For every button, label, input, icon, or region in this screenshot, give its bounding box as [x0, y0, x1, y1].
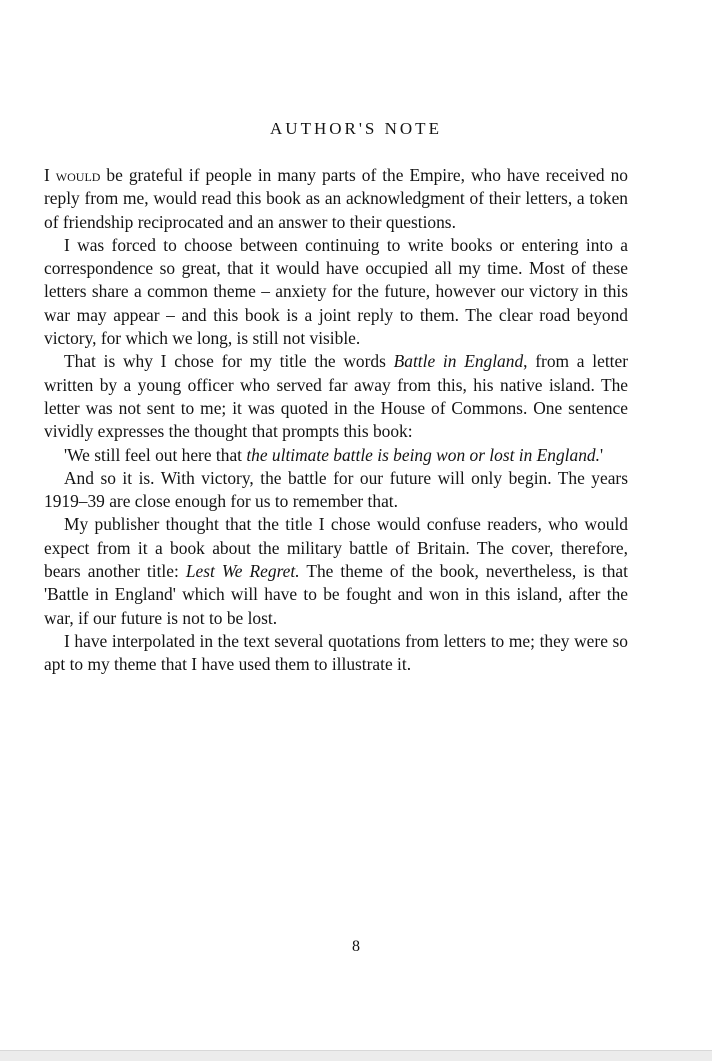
viewer-bottom-edge — [0, 1050, 712, 1061]
paragraph-6-italic: Lest We Regret. — [185, 561, 300, 582]
paragraph-4-after: ' — [599, 444, 604, 465]
paragraph-6-after: The theme of the book, nevertheless, is that 'Battle in England' which will have to be fought and won in this island, after the war, if our future is not to be lost. — [44, 561, 628, 628]
paragraph-4-before: 'We still feel out here that — [64, 444, 247, 465]
paragraph-5: And so it is. With victory, the battle for our future will only begin. The years 1919–39 are close enough for us to remember that. — [44, 467, 628, 512]
paragraph-6 — [44, 513, 628, 629]
paragraph-1-text: be grateful if people in many parts of the Empire, who have received no reply from me, would read this book as an acknowledgment of their letters, a token of friendship reciprocated and an answer to their questions. — [44, 165, 628, 232]
page-title: AUTHOR'S NOTE — [270, 119, 442, 138]
page-number: 8 — [352, 938, 360, 955]
paragraph-2: I was forced to choose between continuing to write books or entering into a correspondence so great, that it would have occupied all my time. Most of these letters share a common theme – anxiety for the future, however our victory in this war may appear – and this book is a joint reply to them. The clear road beyond victory, for which we long, is still not visible. — [44, 234, 628, 349]
paragraph-6-before: My publisher thought that the title I chose would confuse readers, who would expect from it a book about the military battle of Britain. The cover, therefore, bears another title: — [44, 514, 628, 582]
paragraph-3-italic: Battle in England — [393, 351, 524, 372]
body-text — [44, 164, 628, 677]
paragraph-3-before: That is why I chose for my title the words — [64, 351, 394, 372]
paragraph-4-quotation — [44, 444, 628, 467]
paragraph-7: I have interpolated in the text several quotations from letters to me; they were so apt to my theme that I have used them to illustrate it. — [44, 630, 628, 675]
paragraph-4-italic: the ultimate battle is being won or lost in England. — [246, 444, 600, 465]
paragraph-3 — [44, 350, 628, 443]
paragraph-1-smallcaps-word: would — [55, 165, 101, 185]
paragraph-3-after: , from a letter written by a young officer who served far away from this, his native island. The letter was not sent to me; it was quoted in the House of Commons. One sentence vividly expresses the thought that prompts this book: — [44, 351, 628, 442]
paragraph-1-lead: I — [44, 165, 56, 185]
paragraph-1 — [44, 164, 628, 234]
